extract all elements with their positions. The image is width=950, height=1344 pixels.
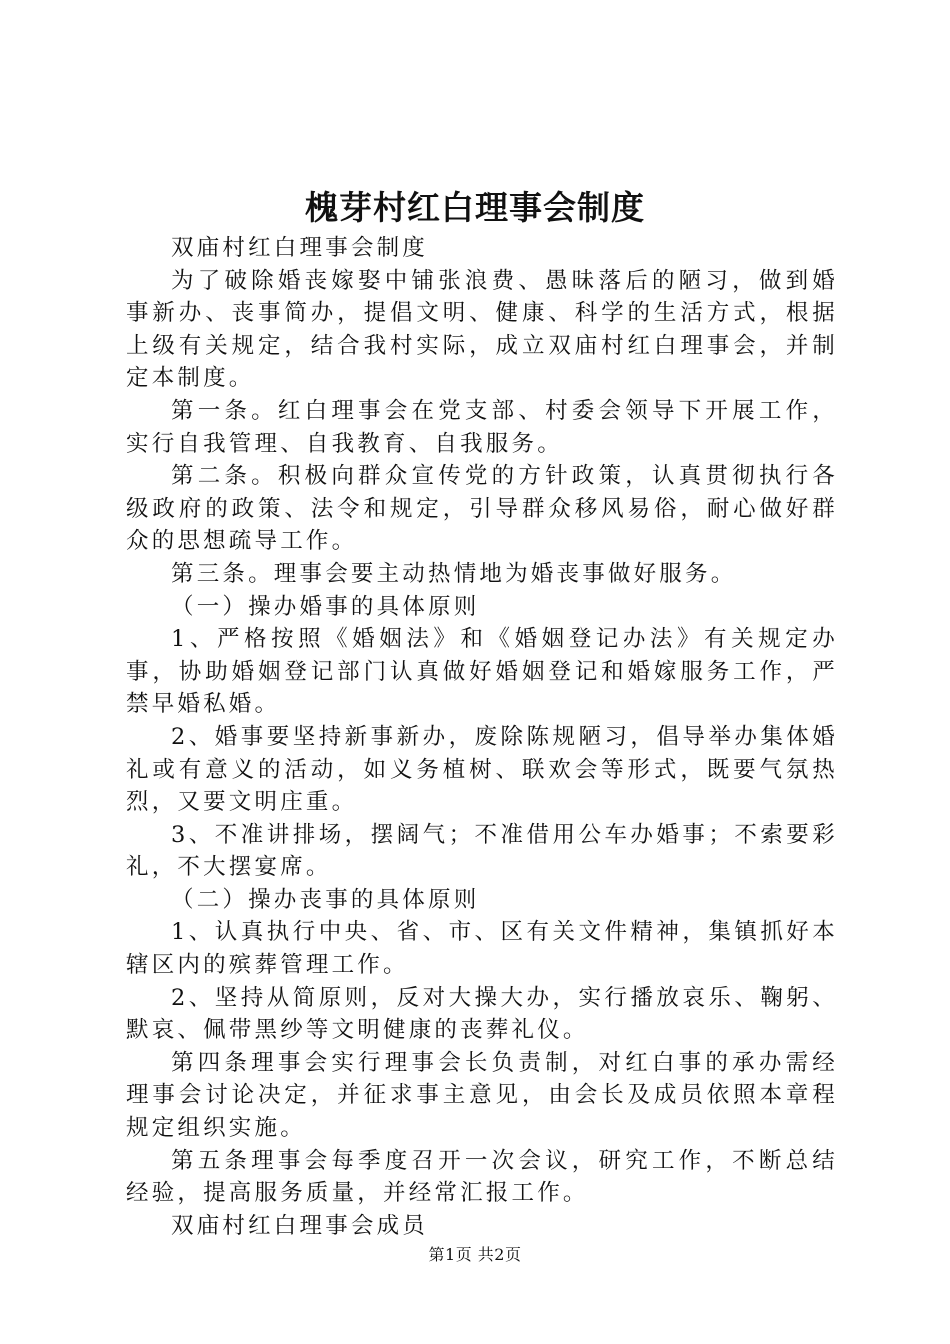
paragraph-preamble: 为了破除婚丧嫁娶中铺张浪费、愚昧落后的陋习，做到婚事新办、丧事简办，提倡文明、健康、科学的生活方式，根据上级有关规定，结合我村实际，成立双庙村红白理事会，并制定本制度。 xyxy=(126,267,838,392)
document-body xyxy=(126,232,838,1242)
section-heading-funerals: （二）操办丧事的具体原则 xyxy=(171,886,480,913)
paragraph-funeral-rule-2: 2、坚持从简原则，反对大操大办，实行播放哀乐、鞠躬、默哀、佩带黑纱等文明健康的丧葬礼仪。 xyxy=(126,984,838,1044)
paragraph-subtitle: 双庙村红白理事会制度 xyxy=(171,235,429,261)
paragraph-wedding-rule-1: 1、严格按照《婚姻法》和《婚姻登记办法》有关规定办事，协助婚姻登记部门认真做好婚姻登记和婚嫁服务工作，严禁早婚私婚。 xyxy=(126,626,838,718)
paragraph-wedding-rule-3: 3、不准讲排场，摆阔气；不准借用公车办婚事；不索要彩礼，不大摆宴席。 xyxy=(126,821,838,881)
section-heading-weddings: （一）操办婚事的具体原则 xyxy=(171,593,480,620)
paragraph-article-4: 第四条理事会实行理事会长负责制，对红白事的承办需经理事会讨论决定，并征求事主意见，由会长及成员依照本章程规定组织实施。 xyxy=(126,1049,838,1142)
document-title: 槐芽村红白理事会制度 xyxy=(305,188,645,227)
paragraph-article-2: 第二条。积极向群众宣传党的方针政策，认真贯彻执行各级政府的政策、法令和规定，引导群众移风易俗，耐心做好群众的思想疏导工作。 xyxy=(126,463,838,555)
paragraph-members-heading: 双庙村红白理事会成员 xyxy=(171,1212,429,1239)
paragraph-funeral-rule-1: 1、认真执行中央、省、市、区有关文件精神，集镇抓好本辖区内的殡葬管理工作。 xyxy=(126,919,838,979)
paragraph-article-5: 第五条理事会每季度召开一次会议，研究工作，不断总结经验，提高服务质量，并经常汇报工作。 xyxy=(126,1147,838,1207)
page-number: 第1页 共2页 xyxy=(428,1245,522,1264)
paragraph-article-3: 第三条。理事会要主动热情地为婚丧事做好服务。 xyxy=(171,560,737,587)
paragraph-wedding-rule-2: 2、婚事要坚持新事新办，废除陈规陋习，倡导举办集体婚礼或有意义的活动，如义务植树、联欢会等形式，既要气氛热烈，又要文明庄重。 xyxy=(126,723,838,816)
paragraph-article-1: 第一条。红白理事会在党支部、村委会领导下开展工作，实行自我管理、自我教育、自我服务。 xyxy=(126,397,838,457)
